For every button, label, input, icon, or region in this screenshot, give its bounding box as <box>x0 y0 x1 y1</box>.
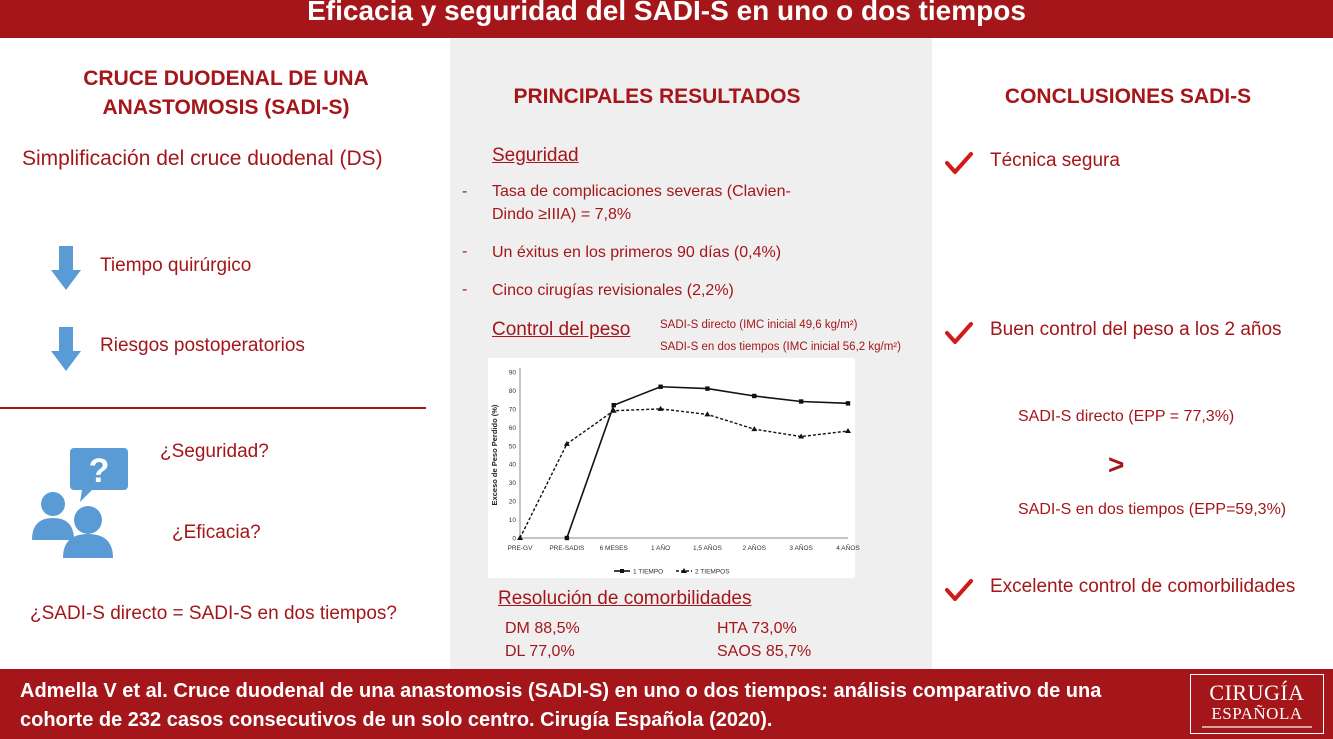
series-1-point <box>565 536 569 540</box>
left-heading: CRUCE DUODENAL DE UNA ANASTOMOSIS (SADI-S) <box>83 67 369 119</box>
bullet-dash: - <box>462 243 468 260</box>
comorbid-title: Resolución de comorbilidades <box>498 588 752 609</box>
checkmark-icon <box>944 577 974 603</box>
x-tick-label: PRE-SADIS <box>549 545 585 552</box>
series-1-point <box>658 385 662 389</box>
series-1-point <box>846 401 850 405</box>
arrow-down-icon <box>51 327 81 371</box>
y-tick-label: 80 <box>508 387 516 395</box>
series-1-point <box>705 386 709 390</box>
series-2-point <box>564 441 570 446</box>
comorbid-dm: DM 88,5% <box>505 620 580 637</box>
series-2-point <box>845 428 851 433</box>
weight-title: Control del peso <box>492 319 631 340</box>
series-2-point <box>751 426 757 431</box>
y-axis-label: Exceso de Peso Perdido (%) <box>490 404 499 506</box>
weight-chart-svg <box>488 358 860 578</box>
bullet-revisional: Cinco cirugías revisionales (2,2%) <box>492 282 734 299</box>
question-efficacy: ¿Eficacia? <box>172 522 261 543</box>
series-1-point <box>612 403 616 407</box>
x-tick-label: 6 MESES <box>599 545 628 552</box>
divider <box>0 407 426 409</box>
series-line-2 <box>520 409 848 538</box>
x-tick-label: PRE-GV <box>507 545 533 552</box>
conclusion-comorbid: Excelente control de comorbilidades <box>990 576 1296 597</box>
bullet-dash: - <box>462 183 468 200</box>
checkmark-icon <box>944 150 974 176</box>
compare-direct: SADI-S directo (EPP = 77,3%) <box>1018 408 1235 425</box>
y-tick-label: 20 <box>508 498 516 506</box>
series-1-point <box>799 399 803 403</box>
weight-note-direct: SADI-S directo (IMC inicial 49,6 kg/m²) <box>660 319 858 331</box>
compare-symbol: > <box>1108 449 1125 480</box>
people-question-icon <box>30 446 130 558</box>
series-1-point <box>752 394 756 398</box>
left-subtitle: Simplificación del cruce duodenal (DS) <box>22 147 383 170</box>
weight-chart <box>488 358 860 578</box>
x-tick-label: 4 AÑOS <box>836 545 860 552</box>
x-tick-label: 1,5 AÑOS <box>692 545 722 552</box>
middle-heading: PRINCIPALES RESULTADOS <box>513 85 801 108</box>
y-tick-label: 30 <box>508 480 516 488</box>
question-safety: ¿Seguridad? <box>160 441 269 462</box>
title-bar <box>0 0 1333 38</box>
bottom-question: ¿SADI-S directo = SADI-S en dos tiempos? <box>30 603 397 624</box>
x-tick-label: 2 AÑOS <box>742 545 767 552</box>
series-line-1 <box>567 387 848 538</box>
y-tick-label: 50 <box>508 443 516 451</box>
conclusion-safe: Técnica segura <box>990 150 1120 171</box>
series-2-point <box>704 411 710 416</box>
logo-rule <box>1202 726 1312 728</box>
y-tick-label: 10 <box>508 517 516 525</box>
legend-label-1: 1 TIEMPO <box>633 568 664 576</box>
bullet-exitus: Un éxitus en los primeros 90 días (0,4%) <box>492 244 782 261</box>
y-tick-label: 90 <box>508 369 516 377</box>
page-title: Eficacia y seguridad del SADI-S en uno o dos tiempos <box>307 0 1026 26</box>
bullet-complications: Tasa de complicaciones severas (Clavien-Dindo ≥IIIA) = 7,8% <box>492 183 791 223</box>
comorbid-saos: SAOS 85,7% <box>717 643 812 660</box>
comorbid-hta: HTA 73,0% <box>717 620 797 637</box>
y-tick-label: 70 <box>508 406 516 414</box>
x-tick-label: 1 AÑO <box>650 545 671 552</box>
y-tick-label: 0 <box>512 535 516 543</box>
legend-label-2: 2 TIEMPOS <box>695 568 730 576</box>
legend-marker-1 <box>620 569 624 573</box>
y-tick-label: 40 <box>508 461 516 469</box>
bullet-dash: - <box>462 281 468 298</box>
arrow-down-icon <box>51 246 81 290</box>
left-item-time: Tiempo quirúrgico <box>100 255 252 276</box>
citation: Admella V et al. Cruce duodenal de una anastomosis (SADI-S) en uno o dos tiempos: análisis comparativo de una cohorte de 232 casos consecutivos de un solo centro. Cirugía Española (2020). <box>20 680 1102 731</box>
x-tick-label: 3 AÑOS <box>789 545 813 552</box>
right-heading: CONCLUSIONES SADI-S <box>1004 85 1252 108</box>
checkmark-icon <box>944 320 974 346</box>
safety-title: Seguridad <box>492 145 579 166</box>
comorbid-dl: DL 77,0% <box>505 643 575 660</box>
conclusion-weight: Buen control del peso a los 2 años <box>990 319 1282 340</box>
logo-line-1: CIRUGÍA <box>1209 680 1305 705</box>
weight-note-two-stage: SADI-S en dos tiempos (IMC inicial 56,2 kg/m²) <box>660 341 901 353</box>
journal-logo <box>1190 674 1324 734</box>
svg-text:?: ? <box>88 452 110 490</box>
logo-line-2: ESPAÑOLA <box>1211 704 1303 723</box>
left-item-risks: Riesgos postoperatorios <box>100 335 305 356</box>
y-tick-label: 60 <box>508 424 516 432</box>
compare-two-stage: SADI-S en dos tiempos (EPP=59,3%) <box>1018 501 1287 518</box>
